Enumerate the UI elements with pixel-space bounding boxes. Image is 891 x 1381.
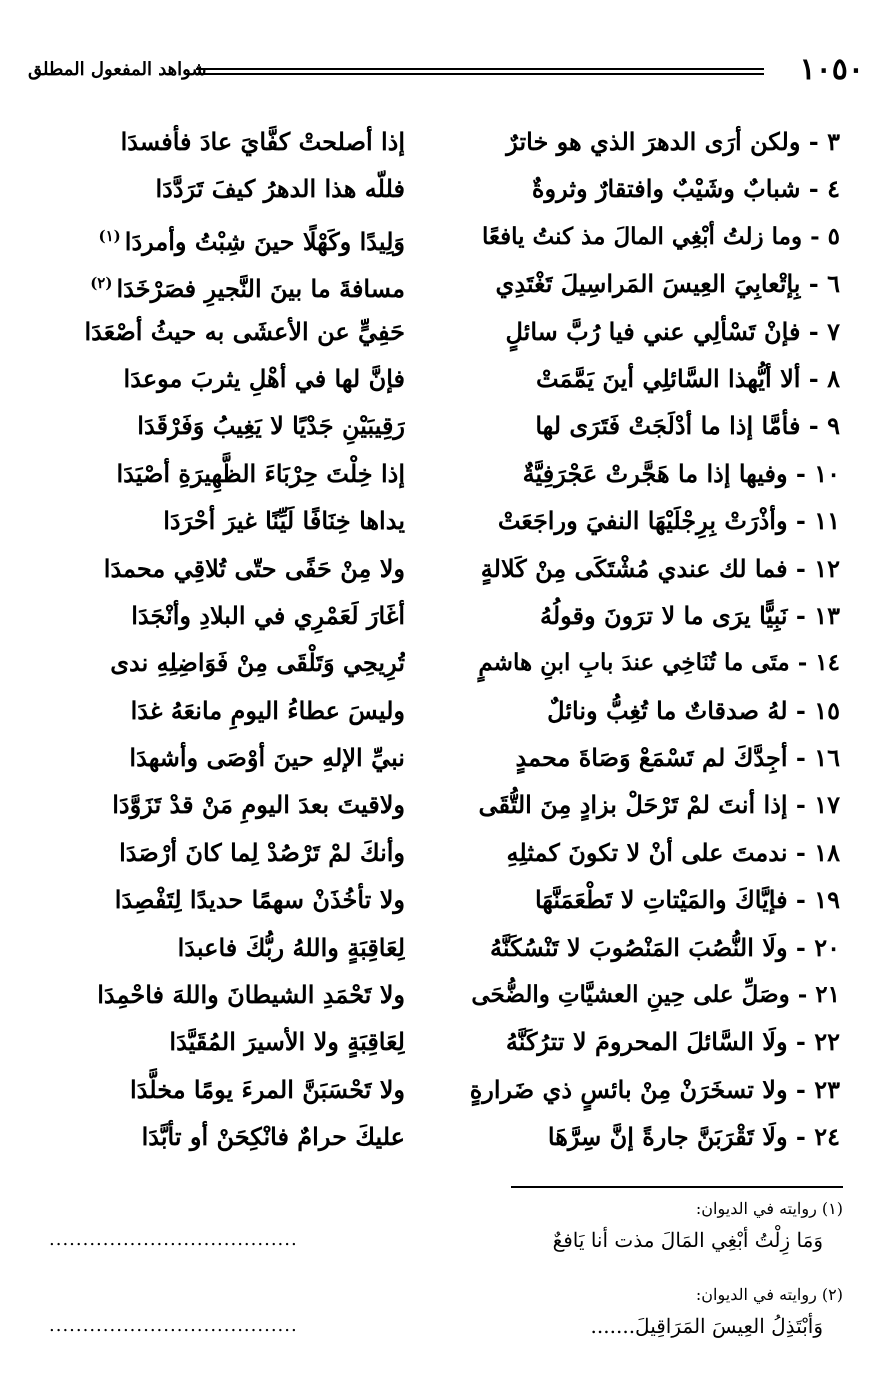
verse-second-hemistich [40, 1113, 405, 1160]
verse-first-hemistich [468, 592, 840, 639]
verse-number: ٢٠ [814, 932, 840, 962]
verse-second-hemistich [40, 165, 405, 212]
verse-row [40, 734, 840, 781]
verse-first-hemistich-text: فإنْ تَسْألِي عني فيا رُبَّ سائلٍ [505, 316, 801, 346]
footnote-dots: ..................................... [49, 1229, 298, 1250]
verse-second-hemistich [40, 734, 405, 781]
verse-first-hemistich-text: أجِدَّكَ لم تَسْمَعْ وَصَاةَ محمدٍ [515, 743, 788, 773]
verse-number: ٢١ [815, 981, 840, 1009]
verse-second-hemistich [40, 545, 405, 592]
verse-second-hemistich-text: فللّه هذا الدهرُ كيفَ تَرَدَّدَا [155, 174, 405, 204]
verse-first-hemistich [468, 1018, 840, 1065]
verse-dash: - [789, 649, 816, 677]
verse-second-hemistich [40, 355, 405, 402]
footnote-reference: (١) [98, 226, 121, 245]
page-header [28, 52, 864, 88]
verse-first-hemistich-text: وفيها إذا ما هَجَّرتْ عَجْرَفِيَّةٌ [522, 458, 788, 488]
verse-second-hemistich [40, 308, 405, 355]
verse-row [40, 639, 840, 686]
verse-number: ٢٢ [814, 1027, 840, 1057]
verse-second-hemistich [40, 402, 405, 449]
header-rule [196, 68, 764, 75]
verse-row [40, 924, 840, 971]
verse-number: ٣ [827, 127, 840, 156]
verse-number: ٢٤ [814, 1122, 840, 1152]
running-title: شواهد المفعول المطلق [28, 59, 207, 80]
verse-row [40, 355, 840, 402]
verse-dash: - [789, 981, 816, 1009]
verse-first-hemistich-text: نَبِيًّا يرَى ما لا ترَونَ وقولُهُ [539, 600, 788, 630]
verse-row [40, 1066, 840, 1113]
verse-dash: - [787, 553, 815, 583]
verse-row [40, 876, 840, 923]
verse-first-hemistich [468, 924, 840, 971]
verse-number: ١٠ [814, 458, 840, 488]
verse-row [40, 545, 840, 592]
verse-dash: - [787, 932, 815, 962]
verse-second-hemistich [40, 497, 405, 544]
verse-dash: - [787, 1122, 815, 1152]
verse-first-hemistich [468, 1066, 840, 1113]
verse-row [40, 308, 840, 355]
verse-second-hemistich-text: إذا أصلحتْ كفَّايَ عادَ فأفسدَا [120, 127, 405, 156]
verse-second-hemistich [40, 924, 405, 971]
verse-second-hemistich-text: فإنَّ لها في أهْلِ يثربَ موعدَا [123, 363, 405, 393]
verse-second-hemistich [40, 1066, 405, 1113]
verse-second-hemistich-text: ولاقيتَ بعدَ اليومِ مَنْ قدْ تَزَوَّدَا [112, 790, 405, 820]
verse-row [40, 118, 840, 165]
verse-second-hemistich [40, 687, 405, 734]
verse-second-hemistich-text: وليسَ عطاءُ اليومِ مانعَهُ غدَا [130, 695, 405, 725]
verse-first-hemistich [468, 165, 840, 212]
verse-second-hemistich-text: نبيِّ الإلهِ حينَ أوْصَى وأشهدَا [129, 743, 405, 773]
verse-row [40, 260, 840, 307]
verse-first-hemistich [468, 118, 840, 165]
verse-first-hemistich-text: ندمتَ على أنْ لا تكونَ كمثلِهِ [506, 837, 788, 867]
verse-dash: - [800, 127, 828, 156]
verse-first-hemistich [468, 876, 840, 923]
verse-first-hemistich-text: وصَلِّ على حِينِ العشيَّاتِ والضُّحَى [471, 981, 790, 1009]
verse-number: ١٧ [814, 790, 840, 820]
verse-second-hemistich [40, 781, 405, 828]
verse-number: ١٤ [815, 649, 840, 677]
verse-number: ٤ [827, 174, 840, 204]
verse-row [40, 402, 840, 449]
verse-row [40, 1018, 840, 1065]
verse-row [40, 165, 840, 212]
verse-first-hemistich-text: إذا أنتَ لمْ تَرْحَلْ بزادٍ مِنَ التُّقَى [478, 790, 788, 820]
verse-first-hemistich-text: وأذْرَتْ بِرِجْلَيْهَا النفيَ وراجَعَتْ [497, 506, 788, 536]
verse-dash: - [787, 743, 815, 773]
verse-dash: - [787, 695, 815, 725]
verse-second-hemistich-text: لِعَاقِبَةٍ واللهُ ربُّكَ فاعبدَا [177, 932, 405, 962]
verse-row [40, 1113, 840, 1160]
verse-first-hemistich-text: فإيَّاكَ والمَيْتاتِ لا تَطْعَمَنَّهَا [534, 885, 788, 915]
verse-second-hemistich [40, 829, 405, 876]
verse-dash: - [787, 837, 815, 867]
verse-number: ٦ [827, 269, 840, 299]
verse-second-hemistich-text: وأنكَ لمْ تَرْصُدْ لِما كانَ أرْصَدَا [119, 837, 405, 867]
verse-row [40, 971, 840, 1018]
verse-second-hemistich [40, 118, 405, 165]
verse-dash: - [787, 506, 815, 536]
verse-second-hemistich-text: ولا مِنْ حَفًى حتّى تُلاقِي محمدَا [103, 553, 405, 583]
verse-second-hemistich-text: رَقِيبَيْنِ جَدْيًا لا يَغِيبُ وَفَرْقَدَا [137, 411, 405, 441]
verse-second-hemistich-text: حَفِيٍّ عن الأعشَى به حيثُ أصْعَدَا [84, 316, 405, 346]
verse-number: ١٦ [814, 743, 840, 773]
verse-second-hemistich [40, 876, 405, 923]
verse-dash: - [800, 316, 828, 346]
verse-first-hemistich-text: لهُ صدقاتٌ ما تُغِبُّ ونائلٌ [547, 695, 788, 725]
verse-first-hemistich [468, 639, 840, 686]
verse-second-hemistich-text: أغَارَ لَعَمْرِي في البلادِ وأنْجَدَا [131, 600, 405, 630]
verse-second-hemistich-text: ولا تَحْسَبَنَّ المرءَ يومًا مخلَّدَا [130, 1074, 405, 1104]
verse-dash: - [800, 174, 828, 204]
verse-second-hemistich-text: إذا خِلْتَ حِرْبَاءَ الظَّهِيرَةِ أصْيَدَا [116, 458, 405, 488]
verse-number: ١١ [814, 506, 840, 536]
verse-row [40, 497, 840, 544]
verse-number: ٢٣ [814, 1074, 840, 1104]
verse-second-hemistich-text: وَلِيدًا وكَهْلًا حينَ شِبْتُ وأمردَا [124, 226, 405, 256]
verse-first-hemistich-text: ولكن أرَى الدهرَ الذي هو خاترٌ [506, 127, 801, 156]
verse-first-hemistich [468, 545, 840, 592]
verse-first-hemistich [468, 402, 840, 449]
footnotes [43, 1196, 843, 1368]
verse-first-hemistich [468, 687, 840, 734]
verse-second-hemistich [40, 971, 405, 1018]
footnote-label: (٢) روايته في الديوان: [695, 1285, 843, 1304]
verse-dash: - [787, 1027, 815, 1057]
verse-second-hemistich-text: يداها خِنَافًا لَيِّنًا غيرَ أحْرَدَا [163, 506, 405, 536]
verse-number: ١٢ [814, 553, 840, 583]
verse-first-hemistich-text: شبابٌ وشَيْبٌ وافتقارٌ وثروةٌ [531, 174, 801, 204]
verse-second-hemistich-text: ولا تَحْمَدِ الشيطانَ واللهَ فاحْمِدَا [97, 980, 405, 1010]
footnote [43, 1196, 843, 1282]
footnote-separator [511, 1186, 843, 1188]
verse-first-hemistich [468, 213, 840, 260]
verse-second-hemistich [40, 1018, 405, 1065]
verse-first-hemistich-text: ولا تسخَرَنْ مِنْ بائسٍ ذي ضَرارةٍ [469, 1074, 788, 1104]
verse-second-hemistich-text: ولا تأخُذَنْ سهمًا حديدًا لِتَفْصِدَا [114, 885, 405, 915]
verse-second-hemistich [40, 450, 405, 497]
verse-first-hemistich-text: فأمَّا إذا ما أدْلَجَتْ فَتَرَى لها [535, 411, 801, 441]
verse-first-hemistich-text: ولَا تَقْرَبَنَّ جارةً إنَّ سِرَّهَا [547, 1122, 788, 1152]
verse-second-hemistich [40, 260, 405, 307]
verse-number: ٥ [827, 222, 840, 250]
verse-number: ١٥ [814, 695, 840, 725]
verse-second-hemistich-text: عليكَ حرامٌ فانْكِحَنْ أو تأبَّدَا [141, 1122, 405, 1152]
verse-first-hemistich-text: بِإتْعابِيَ العِيسَ المَراسِيلَ تَغْتَدِي [495, 269, 801, 299]
verse-dash: - [800, 411, 828, 441]
verse-row [40, 592, 840, 639]
verse-first-hemistich-text: ولَا السَّائلَ المحرومَ لا تترُكَنَّهُ [505, 1027, 788, 1057]
verse-first-hemistich [468, 497, 840, 544]
verse-dash: - [787, 885, 815, 915]
verse-first-hemistich [468, 308, 840, 355]
verse-first-hemistich [468, 1113, 840, 1160]
verse-first-hemistich [468, 355, 840, 402]
footnote-dots: ..................................... [49, 1315, 298, 1336]
verse-first-hemistich-text: فما لك عندي مُشْتَكَى مِنْ كَلالةٍ [480, 553, 788, 583]
verse-second-hemistich [40, 592, 405, 639]
footnote-verse: وَأبْتَذِلُ العِيسَ المَرَاقِيلَ....... [590, 1314, 823, 1338]
verse-dash: - [800, 269, 828, 299]
verse-first-hemistich [468, 260, 840, 307]
verse-first-hemistich [468, 781, 840, 828]
verse-dash: - [800, 363, 828, 393]
verse-number: ٧ [827, 316, 840, 346]
verse-first-hemistich [468, 971, 840, 1018]
verse-number: ١٩ [814, 885, 840, 915]
footnote-reference: (٢) [90, 274, 113, 293]
verse-second-hemistich [40, 639, 405, 686]
footnote [43, 1282, 843, 1368]
verse-second-hemistich-text: لِعَاقِبَةٍ ولا الأسيرَ المُقَيَّدَا [169, 1027, 405, 1057]
verse-second-hemistich-text: مسافةَ ما بينَ النَّجيرِ فصَرْخَدَا [116, 274, 405, 304]
verse-dash: - [787, 790, 815, 820]
verse-number: ١٣ [814, 600, 840, 630]
verse-first-hemistich-text: وما زلتُ أبْغِي المالَ مذ كنتُ يافعًا [482, 222, 803, 250]
verse-second-hemistich-text: تُرِيحِي وَتَلْقَى مِنْ فَوَاضِلِهِ ندى [110, 648, 405, 678]
verse-dash: - [787, 1074, 815, 1104]
verse-first-hemistich [468, 734, 840, 781]
verse-first-hemistich [468, 829, 840, 876]
verse-first-hemistich-text: متَى ما تُنَاخِي عندَ بابِ ابنِ هاشمٍ [478, 649, 790, 677]
verse-number: ١٨ [814, 837, 840, 867]
verse-dash: - [802, 222, 828, 250]
verse-row [40, 829, 840, 876]
poem [40, 118, 840, 1161]
verse-dash: - [787, 600, 815, 630]
verse-dash: - [787, 458, 815, 488]
verse-row [40, 450, 840, 497]
verse-row [40, 687, 840, 734]
verse-first-hemistich-text: ولَا النُّصُبَ المَنْصُوبَ لا تَنْسُكَنَّهُ [489, 932, 788, 962]
verse-number: ٩ [827, 411, 840, 441]
verse-number: ٨ [827, 363, 840, 393]
verse-second-hemistich [40, 213, 405, 260]
page-number: ١٠٥٠ [799, 52, 864, 87]
footnote-label: (١) روايته في الديوان: [695, 1199, 843, 1218]
verse-row [40, 781, 840, 828]
verse-first-hemistich [468, 450, 840, 497]
verse-row [40, 213, 840, 260]
verse-first-hemistich-text: ألا أيُّهذا السَّائلِي أينَ يَمَّمَتْ [536, 363, 801, 393]
footnote-verse: وَمَا زِلْتُ أبْغِي المَالَ مذت أنا يَافعٌ [552, 1228, 823, 1252]
